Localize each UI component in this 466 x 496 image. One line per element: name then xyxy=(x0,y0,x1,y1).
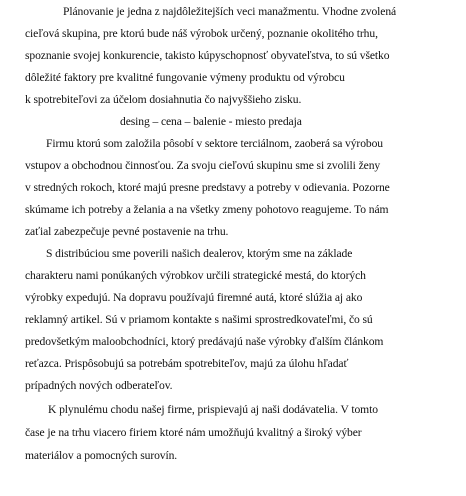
text-line: charakteru nami ponúkaných výrobkov určili strategické mestá, do ktorých xyxy=(25,269,366,282)
text-line: Firmu ktorú som založila pôsobí v sektore terciálnom, zaoberá sa výrobou xyxy=(46,137,383,150)
text-line: materiálov a pomocných surovín. xyxy=(25,449,178,462)
text-line: K plynulému chodu našej firme, prispievajú aj naši dodávatelia. V tomto xyxy=(48,403,378,416)
text-line: čase je na trhu viacero firiem ktoré nám umožňujú kvalitný a široký výber xyxy=(25,426,362,439)
text-line: k spotrebiteľovi za účelom dosiahnutia čo najvyššieho zisku. xyxy=(25,93,302,106)
text-line: Plánovanie je jedna z najdôležitejších veci manažmentu. Vhodne zvolená xyxy=(63,5,397,18)
text-line: cieľová skupina, pre ktorú bude náš výrobok určený, poznanie okolitého trhu, xyxy=(25,27,378,40)
text-line: reťazca. Prispôsobujú sa potrebám spotrebiteľov, majú za úlohu hľadať xyxy=(25,357,349,370)
text-line: výrobky expedujú. Na dopravu používajú firemné autá, ktoré slúžia aj ako xyxy=(25,291,363,304)
text-line: v stredných rokoch, ktoré majú presne predstavy a potreby v odievania. Pozorne xyxy=(25,181,390,194)
text-line: S distribúciou sme poverili našich dealerov, ktorým sme na základe xyxy=(46,247,353,260)
text-line: zaťial zabezpečuje pevné postavenie na trhu. xyxy=(25,225,229,238)
text-line: desing – cena – balenie - miesto predaja xyxy=(120,115,302,128)
text-line: vstupov a obchodnou činnosťou. Za svoju cieľovú skupinu sme si zvolili ženy xyxy=(25,159,381,172)
text-line: prípadných nových odberateľov. xyxy=(25,379,173,392)
text-line: reklamný artikel. Sú v priamom kontakte s našimi sprostredkovateľmi, čo sú xyxy=(25,313,373,326)
text-line: spoznanie svojej konkurencie, takisto kúpyschopnosť obyvateľstva, to sú všetko xyxy=(25,49,390,62)
text-line: dôležité faktory pre kvalitné fungovanie výmeny produktu od výrobcu xyxy=(25,71,345,84)
text-line: skúmame ich potreby a želania a na všetky zmeny pohotovo reagujeme. To nám xyxy=(25,203,389,216)
text-line: predovšetkým maloobchodníci, ktorý predávajú naše výrobky ďalším článkom xyxy=(25,335,384,348)
